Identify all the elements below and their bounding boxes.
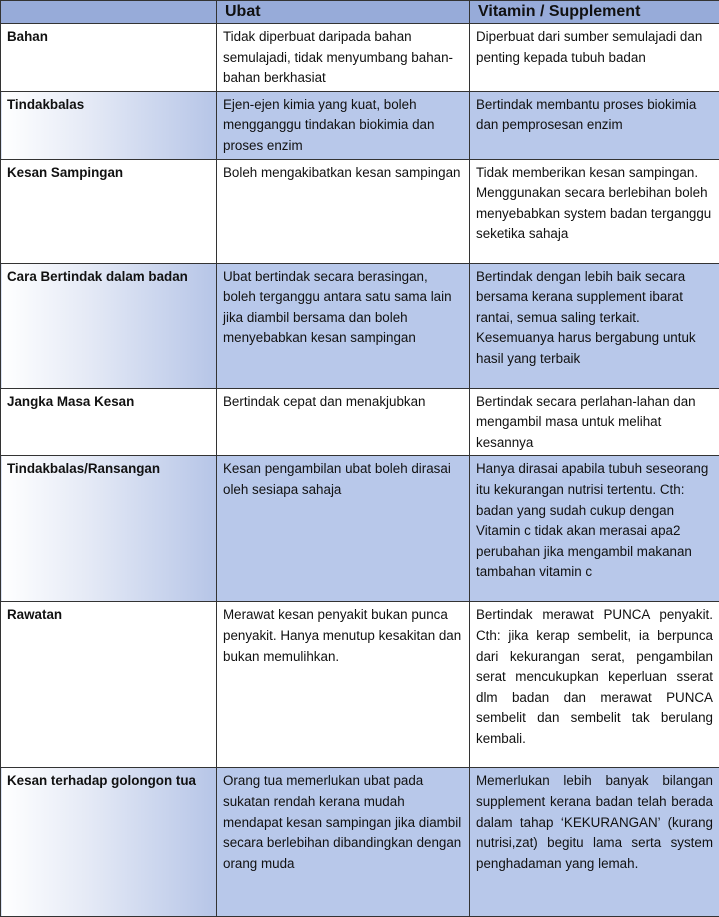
table-row [1,388,719,456]
table-row [1,768,719,917]
row-label: Kesan Sampingan [1,159,217,263]
vitamin-cell: Tidak memberikan kesan sampingan. Menggunakan secara berlebihan boleh menyebabkan system badan terganggu seketika sahaja [470,159,719,263]
vitamin-cell: Bertindak dengan lebih baik secara bersama kerana supplement ibarat rantai, semua saling terkait. Kesemuanya harus bergabung untuk hasil yang terbaik [470,263,719,388]
vitamin-cell: Bertindak merawat PUNCA penyakit. Cth: jika kerap sembelit, ia berpunca dari kekurangan serat, pengambilan serat mencukupkan keperluan sserat dlm badan dan merawat PUNCA sembelit dan sembelit tak berulang kembali. [470,602,719,768]
header-row [1,1,719,24]
row-label: Cara Bertindak dalam badan [1,263,217,388]
vitamin-cell: Bertindak membantu proses biokimia dan pemprosesan enzim [470,91,719,159]
ubat-cell: Tidak diperbuat daripada bahan semulajadi, tidak menyumbang bahan-bahan berkhasiat [217,24,470,92]
ubat-cell: Bertindak cepat dan menakjubkan [217,388,470,456]
ubat-cell: Boleh mengakibatkan kesan sampingan [217,159,470,263]
row-label: Tindakbalas/Ransangan [1,456,217,602]
table-row [1,602,719,768]
ubat-cell: Ejen-ejen kimia yang kuat, boleh mengganggu tindakan biokimia dan proses enzim [217,91,470,159]
table-row [1,24,719,92]
vitamin-cell: Memerlukan lebih banyak bilangan supplement kerana badan telah berada dalam tahap ‘KEKURANGAN’ (kurang nutrisi,zat) begitu lama serta system penghadaman yang lemah. [470,768,719,917]
ubat-cell: Ubat bertindak secara berasingan, boleh terganggu antara satu sama lain jika diambil bersama dan boleh menyebabkan kesan sampingan [217,263,470,388]
ubat-cell: Kesan pengambilan ubat boleh dirasai oleh sesiapa sahaja [217,456,470,602]
table-row [1,159,719,263]
header-vitamin: Vitamin / Supplement [470,1,719,24]
header-blank [1,1,217,24]
row-label: Tindakbalas [1,91,217,159]
row-label: Rawatan [1,602,217,768]
header-ubat: Ubat [217,1,470,24]
ubat-cell: Merawat kesan penyakit bukan punca penyakit. Hanya menutup kesakitan dan bukan memulihkan. [217,602,470,768]
vitamin-cell: Diperbuat dari sumber semulajadi dan penting kepada tubuh badan [470,24,719,92]
table-row [1,263,719,388]
table-row [1,91,719,159]
vitamin-cell: Bertindak secara perlahan-lahan dan mengambil masa untuk melihat kesannya [470,388,719,456]
table-row [1,456,719,602]
ubat-cell: Orang tua memerlukan ubat pada sukatan rendah kerana mudah mendapat kesan sampingan jika diambil secara berlebihan dibandingkan dengan orang muda [217,768,470,917]
vitamin-cell: Hanya dirasai apabila tubuh seseorang itu kekurangan nutrisi tertentu. Cth: badan yang sudah cukup dengan Vitamin c tidak akan merasai apa2 perubahan jika mengambil makanan tambahan vitamin c [470,456,719,602]
row-label: Kesan terhadap golongon tua [1,768,217,917]
row-label: Bahan [1,24,217,92]
row-label: Jangka Masa Kesan [1,388,217,456]
